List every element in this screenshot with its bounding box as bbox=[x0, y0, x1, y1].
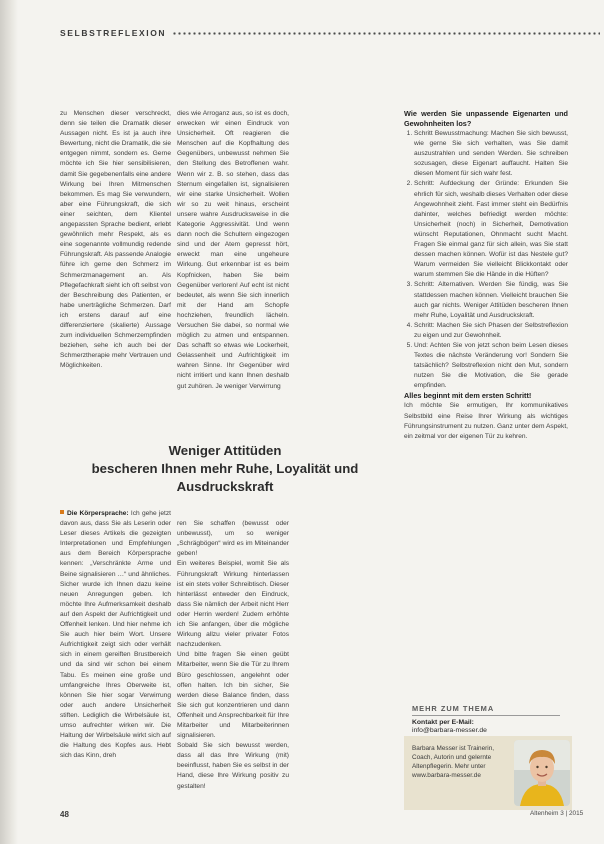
binding-shadow bbox=[0, 0, 18, 844]
list-item: 1. Schritt Bewusstmachung: Machen Sie sich bewusst, wie gerne Sie sich verhalten, was Sie damit auszustrahlen und senden Werden. Sie schreiben sozusagen, diese Eigenart auffaucht. Halten Sie diesen Moment für sich wahr fest. bbox=[414, 129, 568, 179]
sidebar-subheading: Alles beginnt mit dem ersten Schritt! bbox=[404, 391, 532, 401]
section-bullet-icon bbox=[60, 510, 64, 514]
sidebar-column bbox=[404, 109, 568, 442]
contact-title: MEHR ZUM THEMA bbox=[412, 704, 495, 713]
list-item: 4. Schritt: Machen Sie sich Phasen der Selbstreflexion zu eigen und zur Gewohnheit. bbox=[414, 321, 568, 341]
closing-paragraph: Ich möchte Sie ermutigen, Ihr kommunikatives Selbstbild eine Reise Ihrer Wirkung als wichtiges Führungsinstrument zu nutzen. Ganz unter dem Aspekt, ein zeitmal vor der eigenen Tür zu kehren. bbox=[404, 402, 568, 440]
body-column-2-top bbox=[177, 109, 289, 392]
author-portrait-icon bbox=[514, 740, 570, 806]
paragraph: dies wie Arroganz aus, so ist es doch, erwecken wir einen Eindruck von Unsicherheit. Oft reagieren die Menschen auf die Kopfhaltung des Gegenübers, unbewusst nehmen Sie den Stellung des Betroffenen wahr. Wenn wir z. B. so stehen, dass das Sternum eingefallen ist, signalisieren wir eine starke Unsicherheit. Wollen wir so zu weit hinaus, erscheint unsere wahre Ausdrucksweise in die Kategorie Aggressivität. Und wenn dann noch die Schultern eingezogen sind und der Atem gepresst hört, erweckt man eine ungeheure Wirkung. Gut erkennbar ist es beim Kopfnicken, haben Sie beim Gegenüber verloren! Auf echt ist nicht bedeutet, als wenn Sie sich innerlich mit der Hand am Schopfe hochziehen, freundlich lächeln. Versuchen Sie dabei, so normal wie möglich zu atmen und entspannen. Das schafft so etwas wie Lockerheit, Gelassenheit und Aufrichtigkeit im wahren Sinne. Ihr Gegenüber wird nicht irritiert und kann Ihnen deshalb gut zuhören. Je weniger Verwirrung bbox=[177, 110, 289, 390]
paragraph-lead: Die Körpersprache: bbox=[67, 510, 129, 517]
author-bio-box bbox=[404, 736, 572, 810]
list-item: 3. Schritt: Alternativen. Werden Sie fündig, was Sie stattdessen machen können. Vielleicht brauchen Sie auch gar nichts. Weniger Attitüden bescheren Ihnen mehr Ruhe, Loyalität und Ausdruckskraft. bbox=[414, 280, 568, 320]
author-bio-text: Barbara Messer ist Trainerin, Coach, Autorin und gelernte Altenpflegerin. Mehr unter www.barbara-messer.de bbox=[412, 745, 495, 779]
contact-email[interactable]: info@barbara-messer.de bbox=[412, 727, 487, 734]
paragraph bbox=[60, 509, 171, 761]
sidebar-heading: Wie werden Sie unpassende Eigenarten und Gewohnheiten los? bbox=[404, 109, 568, 128]
header-dotted-rule bbox=[172, 32, 600, 35]
pull-quote-line: bescheren Ihnen mehr Ruhe, Loyalität und bbox=[91, 461, 359, 476]
magazine-issue: Altenheim 3 | 2015 bbox=[530, 810, 584, 817]
paragraph: zu Menschen dieser verschreckt, denn sie teilen die Dramatik dieser Aussagen nicht. Es ist ja auch ihre Bewertung, nicht die Dramatik, die sie entgegen nimmt, sondern es. Gerne möchte ich Sie hier sensibilisieren, damit Sie gegebenenfalls eine andere Wirkung bei Ihren Mitmenschen bekommen. Es mag Sie verwundern, aber eine Führungskraft, die sich einer seichten, dem Klientel angepassten Sprache bedient, erlebt gewöhnlich mehr Respekt, als es eine sogenannte vollmundig redende Führungskraft. Als passende Analogie führe ich gerne den Schmerz im Schmerzmanagement an. Als Pflegefachkraft sieht ich oft selbst von der Beschreibung des Patienten, er habe unerträgliche Schmerzen. Darf ich erstens darauf auf eine differenziertere (skalierte) Aussage zum individuellen Schmerzempfinden beziehen, sehe ich auch bei der Schmerztherapie mehr Vertrauen und Möglichkeiten. bbox=[60, 110, 171, 370]
paragraph: ren Sie schaffen (bewusst oder unbewusst), um so weniger „Schrägbögen“ wird es im Miteinander geben! Ein weiteres Beispiel, womit Sie als Führungskraft Wirkung hinterlassen ist ein stets voller Schreibtisch. Dieser hinterlässt entweder den Eindruck, dass Sie nämlich der Arbeit nicht Herr oder Herrin werden! Zudem erhöhte ich Sie anfangen, über die mögliche Wirkung allzu vieler privater Fotos nachzudenken. Und bitte fragen Sie einen geübt Mitarbeiter, wenn Sie die Tür zu Ihrem Büro geschlossen, angelehnt oder offen halten. Ich bin sicher, Sie werden diese Balance finden, dass Sie sich gut konzentrieren und dann Offenheit und Ansprechbarkeit für Ihre Mitarbeiter und Mitarbeiterinnen signalisieren. Sobald Sie sich bewusst werden, dass all das Ihre Wirkung (mit) beeinflusst, haben Sie es selbst in der Hand, diese Ihre Wirkung positiv zu gestalten! bbox=[177, 520, 289, 790]
body-column-1-bottom bbox=[60, 509, 171, 761]
paragraph-text: Ich gehe jetzt davon aus, dass Sie als Leserin oder Leser dieses Artikels die gezeigten Interpretationen und Empfehlungen aus dem Bereich Körpersprache kennen: „Verschränkte Arme und Beine signalisieren …“ und ähnliches. Sicher wurde ich Ihnen dazu keine neuen Anregungen geben. Ich möchte Ihre Aufmerksamkeit deshalb auf den Aspekt der Aufrichtigkeit und Offenheit lenken. Und hier nehme ich Sie auch hier beim Wort. Unsere Aufrichtigkeit zeigt sich oder verhält sich in einem gereiften Brustbereich und da sind wir schon bei einem Tabu. Es meinen eine große und umfangreiche Ihres Oberweite ist, können Sie hier sogar Verwirrung oder auch andere Unsicherheit stiften. Lediglich die Wirbelsäule ist, umso aufrechter wirken wir. Die Haltung der Wirbelsäule wirkt sich auf die Haltung des Kopfes aus. Hebt sich das Kinn, dreh bbox=[60, 510, 171, 760]
list-item: 5. Und: Achten Sie von jetzt schon beim Lesen dieses Textes die nächste Veränderung vor! Sondern Sie tatsächlich? Selbstreflexion nicht den Mut, sondern nutzen Sie die Motivation, die Sie gerade empfinden. bbox=[414, 341, 568, 391]
divider bbox=[412, 715, 560, 716]
page-number: 48 bbox=[60, 810, 69, 819]
list-item: 2. Schritt: Aufdeckung der Gründe: Erkunden Sie ehrlich für sich, weshalb dieses Verhalten oder diese Angewohnheit zieht. Fast immer steht ein Bedürfnis dahinter, welches befriedigt werden möchte: Unsicherheit (noch) in Sicherheit, Demotivation wünscht Reputationen, Ohnmacht sucht Macht. Fragen Sie einmal ganz für sich allein, was Sie statt dessen machen können. Wofür ist das Nestele gut? Warum vermeiden Sie vielleicht Blickkontakt oder warum stemmen Sie die Hände in die Hüften? bbox=[414, 179, 568, 280]
section-label: SELBSTREFLEXION bbox=[60, 28, 167, 38]
pull-quote bbox=[60, 442, 390, 496]
section-header bbox=[60, 26, 600, 40]
body-column-2-bottom bbox=[177, 509, 289, 802]
contact-label: Kontakt per E-Mail: bbox=[412, 719, 474, 726]
body-column-1-top bbox=[60, 109, 171, 371]
steps-list bbox=[404, 129, 568, 391]
pull-quote-line: Ausdruckskraft bbox=[176, 479, 274, 494]
pull-quote-line: Weniger Attitüden bbox=[168, 443, 282, 458]
